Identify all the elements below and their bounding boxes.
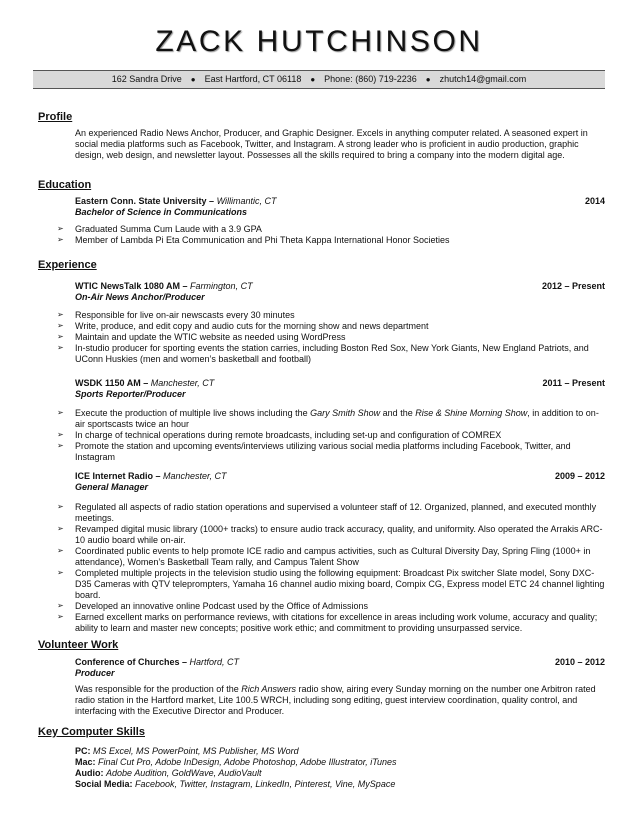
skill-pc <box>75 746 605 757</box>
bullet-text: Responsible for live on-air newscasts every 30 minutes <box>75 310 295 320</box>
job-location: Farmington, CT <box>190 281 253 291</box>
list-item <box>57 441 605 463</box>
graduation-year: 2014 <box>584 196 605 206</box>
bullet-text: , in addition to on-air sportscasts twice an hour <box>75 408 599 429</box>
bullet-text: Write, produce, and edit copy and audio cuts for the morning show and news department <box>75 320 429 331</box>
arrow-bullet-icon: ➢ <box>57 545 64 555</box>
job-wtic <box>75 281 605 303</box>
skill-value: Final Cut Pro, Adobe InDesign, Adobe Photoshop, Adobe Illustrator, iTunes <box>98 756 397 767</box>
bullet-text: Developed an innovative online Podcast used by the Office of Admissions <box>75 600 369 611</box>
job-wsdk <box>75 378 605 400</box>
list-item <box>57 524 605 546</box>
dash: – <box>179 657 190 667</box>
volunteer-dates: 2010 – 2012 <box>554 657 605 667</box>
employer: WTIC NewsTalk 1080 AM <box>75 281 181 291</box>
city: East Hartford, CT 06118 <box>204 74 302 85</box>
arrow-bullet-icon: ➢ <box>57 224 64 233</box>
volunteer-entry <box>75 657 605 679</box>
volunteer-location: Hartford, CT <box>189 657 240 667</box>
bullet-text: In charge of technical operations during remote broadcasts, including set-up and configuration of COMREX <box>75 429 502 440</box>
list-item <box>57 321 605 332</box>
resume-name: ZACK HUTCHINSON <box>155 25 483 58</box>
bullet-separator: ● <box>190 74 196 84</box>
arrow-bullet-icon: ➢ <box>57 502 64 511</box>
employer: WSDK 1150 AM <box>75 378 141 388</box>
skill-label: Mac: <box>75 756 96 767</box>
list-item <box>57 430 605 441</box>
list-item <box>57 601 605 612</box>
job-wtic-bullets <box>57 310 605 365</box>
skill-value: Adobe Audition, GoldWave, AudioVault <box>106 767 262 778</box>
list-item <box>57 502 605 524</box>
arrow-bullet-icon: ➢ <box>57 611 64 621</box>
job-location: Manchester, CT <box>150 378 215 388</box>
job-dates: 2011 – Present <box>542 378 605 388</box>
education-heading: Education <box>38 179 92 191</box>
profile-heading: Profile <box>38 111 73 123</box>
education-bullets <box>57 224 605 246</box>
list-item <box>57 546 605 568</box>
bullet-text: Promote the station and upcoming events/interviews utilizing various social media platforms including Facebook, Twitter, and Instagram <box>75 440 571 462</box>
arrow-bullet-icon: ➢ <box>57 320 64 330</box>
volunteer-role: Producer <box>75 667 115 678</box>
dash: – <box>140 378 151 388</box>
bullet-separator: ● <box>425 74 431 84</box>
profile-text: An experienced Radio News Anchor, Producer, and Graphic Designer. Excels in anything computer related. A seasoned expert in social media platforms such as Facebook, Twitter, and Instagram. A strong leader who is proficient in audio production, graphic design, web design, and newsletter layout. Possesses all the skills required to bring a company into the modern digital age. <box>75 128 588 160</box>
job-ice-bullets <box>57 502 605 634</box>
job-wsdk-bullets <box>57 408 605 463</box>
arrow-bullet-icon: ➢ <box>57 440 64 450</box>
bullet-text: In-studio producer for sporting events the station carries, including Boston Red Sox, New York Giants, New England Patriots, and UConn Huskies (men and women’s basketball and football) <box>75 342 589 364</box>
job-ice <box>75 471 605 493</box>
volunteer-text-part: radio show, airing every Sunday morning on the number one Arbitron rated radio station in the Hartford market, Lite 100.5 WRCH, including song editing, guest interview coordination, quality control, and interfacing with the Executive Director and Producer. <box>75 684 596 716</box>
arrow-bullet-icon: ➢ <box>57 600 64 610</box>
volunteer-text <box>75 684 603 717</box>
skill-audio <box>75 768 605 779</box>
list-item <box>57 612 605 634</box>
list-item <box>57 568 605 601</box>
arrow-bullet-icon: ➢ <box>57 310 64 319</box>
list-item <box>57 408 605 430</box>
skills-heading: Key Computer Skills <box>38 726 145 738</box>
skill-value: MS Excel, MS PowerPoint, MS Publisher, MS Word <box>93 746 299 756</box>
list-item <box>57 224 605 235</box>
show-title: Rise & Shine Morning Show <box>415 408 528 418</box>
dash: – <box>153 471 164 481</box>
dash: – <box>180 281 191 291</box>
phone: Phone: (860) 719-2236 <box>324 74 417 85</box>
organization: Conference of Churches <box>75 657 180 667</box>
bullet-text: Graduated Summa Cum Laude with a 3.9 GPA <box>75 224 262 234</box>
experience-heading: Experience <box>38 259 97 271</box>
arrow-bullet-icon: ➢ <box>57 234 64 244</box>
email[interactable]: zhutch14@gmail.com <box>439 74 527 85</box>
list-item <box>57 235 605 246</box>
bullet-text: Member of Lambda Pi Eta Communication and Phi Theta Kappa International Honor Societies <box>75 234 450 245</box>
address: 162 Sandra Drive <box>111 74 182 85</box>
employer: ICE Internet Radio <box>75 471 154 481</box>
dash: – <box>206 196 217 206</box>
job-role: General Manager <box>75 481 149 492</box>
education-entry <box>75 196 605 218</box>
school-location: Willimantic, CT <box>216 196 277 206</box>
bullet-text: Maintain and update the WTIC website as needed using WordPress <box>75 331 346 342</box>
skill-mac <box>75 757 605 768</box>
bullet-text: Regulated all aspects of radio station operations and supervised a volunteer staff of 12. Organized, planned, and executed monthly meetings. <box>75 502 597 523</box>
job-role: Sports Reporter/Producer <box>75 388 186 399</box>
skill-label: Audio: <box>75 767 104 778</box>
job-role: On-Air News Anchor/Producer <box>75 291 205 302</box>
arrow-bullet-icon: ➢ <box>57 567 64 577</box>
bullet-separator: ● <box>310 74 316 84</box>
degree: Bachelor of Science in Communications <box>75 206 248 217</box>
bullet-text: Coordinated public events to help promote ICE radio and campus activities, such as Cultural Diversity Day, Spring Fling (1000+ in attendance), Women’s Basketball Team rally, and Campus Talent Show <box>75 545 591 567</box>
bullet-text: Earned excellent marks on performance reviews, with citations for excellence in areas including work volume, accuracy and quality; ability to learn and master new concepts; positive work ethic; and commitment to providing unsurpassed service. <box>75 611 598 633</box>
arrow-bullet-icon: ➢ <box>57 342 64 352</box>
bullet-text: Execute the production of multiple live shows including the <box>75 408 311 418</box>
skills-list <box>75 746 605 790</box>
list-item <box>57 343 605 365</box>
list-item <box>57 332 605 343</box>
contact-bar <box>33 70 605 89</box>
skill-social <box>75 779 605 790</box>
skill-label: Social Media: <box>75 778 133 789</box>
job-dates: 2009 – 2012 <box>554 471 605 481</box>
bullet-text: and the <box>380 408 416 418</box>
list-item <box>57 310 605 321</box>
skill-label: PC: <box>75 746 91 756</box>
arrow-bullet-icon: ➢ <box>57 429 64 439</box>
job-dates: 2012 – Present <box>541 281 605 291</box>
job-location: Manchester, CT <box>163 471 227 481</box>
show-title: Gary Smith Show <box>310 408 381 418</box>
bullet-text: Completed multiple projects in the television studio using the following equipment: Broadcast Pix switcher Slate model, Sony DXC-D35 Cameras with QTV teleprompters, Yamaha 16 channel audio mixing board, Compix CG, Express model ETC 24 channel lighting board. <box>75 567 605 600</box>
bullet-text: Revamped digital music library (1000+ tracks) to ensure audio track accuracy, quality, and uniformity. Also operated the Arrakis ARC-10 audio board while on-air. <box>75 523 603 545</box>
arrow-bullet-icon: ➢ <box>57 523 64 533</box>
arrow-bullet-icon: ➢ <box>57 408 64 417</box>
arrow-bullet-icon: ➢ <box>57 331 64 341</box>
show-title: Rich Answers <box>241 684 296 694</box>
skill-value: Facebook, Twitter, Instagram, LinkedIn, Pinterest, Vine, MySpace <box>135 778 396 789</box>
volunteer-heading: Volunteer Work <box>38 639 119 651</box>
volunteer-text-part: Was responsible for the production of the <box>75 684 242 694</box>
school-name: Eastern Conn. State University <box>75 196 207 206</box>
